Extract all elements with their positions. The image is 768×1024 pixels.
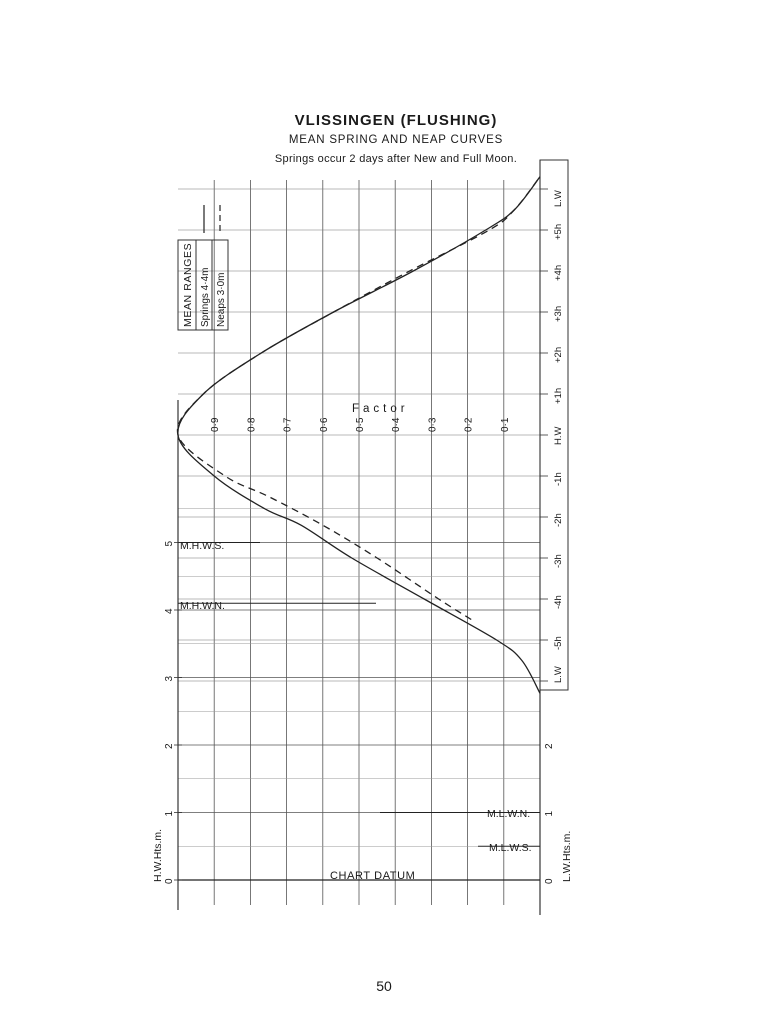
springs-note: Springs occur 2 days after New and Full Moon. (274, 153, 518, 165)
mhws-label: M.H.W.S. (180, 540, 225, 552)
chart-subtitle: MEAN SPRING AND NEAP CURVES (288, 134, 504, 146)
hw-height-tick-label: 0 (164, 878, 175, 884)
time-tick-label: +3h (553, 305, 564, 322)
time-tick-label: -1h (553, 472, 564, 486)
lw-heights-label: L.W.Hts.m. (561, 830, 573, 882)
chart-datum-label: CHART DATUM (330, 870, 416, 882)
time-tick-label: +4h (553, 264, 564, 281)
factor-tick-label: 0·2 (463, 417, 475, 432)
factor-tick-label: 0·8 (246, 417, 258, 432)
time-tick-label: +5h (553, 223, 564, 240)
time-tick-label: L.W (553, 666, 564, 683)
factor-tick-label: 0·9 (210, 417, 222, 432)
hw-height-tick-label: 4 (164, 608, 175, 614)
factor-tick-label: 0·5 (355, 417, 366, 432)
legend-neaps: Neaps 3·0m (216, 272, 227, 327)
lw-height-tick-label: 1 (544, 810, 555, 817)
legend (178, 205, 228, 330)
mlwn-label: M.L.W.N. (487, 808, 531, 820)
page-number: 50 (376, 978, 392, 994)
chart-frame (178, 160, 568, 915)
legend-heading: MEAN RANGES (182, 242, 194, 327)
time-tick-label: H.W (553, 426, 564, 445)
factor-tick-label: 0·7 (282, 417, 294, 432)
time-tick-label: -3h (553, 554, 564, 568)
hw-height-tick-label: 3 (164, 675, 175, 682)
factor-tick-label: 0·6 (318, 417, 330, 432)
lw-height-tick-label: 2 (544, 743, 555, 749)
lw-height-tick-label: 0 (544, 878, 555, 884)
time-tick-label: L.W (553, 190, 564, 207)
time-tick-label: +2h (553, 346, 564, 363)
hw-height-tick-label: 5 (164, 540, 175, 547)
mhwn-label: M.H.W.N. (180, 600, 225, 612)
hw-height-tick-label: 1 (164, 810, 175, 817)
hw-height-tick-label: 2 (164, 743, 175, 749)
time-tick-label: -5h (553, 636, 564, 650)
factor-tick-label: 0·1 (499, 417, 511, 432)
time-tick-label: +1h (553, 387, 564, 404)
factor-tick-label: 0·3 (427, 417, 439, 432)
time-tick-label: -4h (553, 595, 564, 609)
time-tick-label: -2h (553, 513, 564, 527)
factor-tick-label: 0·4 (391, 417, 403, 432)
mlws-label: M.L.W.S. (489, 842, 532, 854)
factor-label: Factor (352, 403, 409, 415)
chart-title: VLISSINGEN (FLUSHING) (294, 112, 498, 129)
legend-springs: Springs 4·4m (200, 267, 211, 327)
hw-heights-label: H.W.Hts.m. (152, 828, 164, 882)
